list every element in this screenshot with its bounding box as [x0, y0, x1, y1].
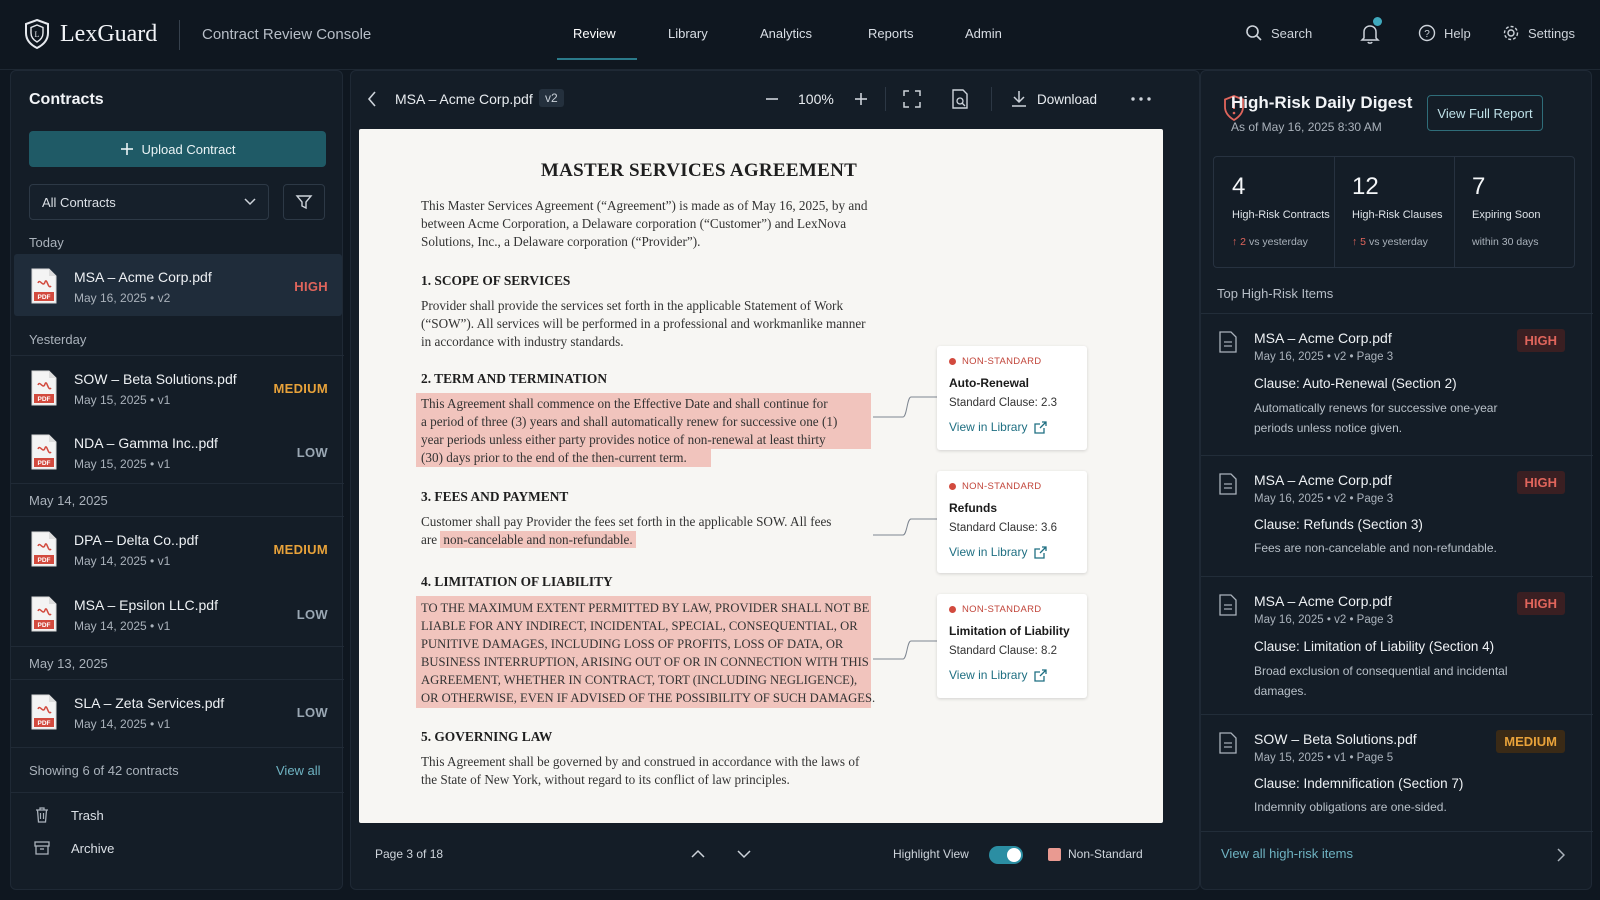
contract-item[interactable] [14, 356, 342, 418]
view-full-report-button[interactable]: View Full Report [1427, 95, 1543, 131]
callout-title: Refunds [949, 501, 997, 515]
item-clause: Clause: Auto-Renewal (Section 2) [1254, 376, 1457, 391]
file-name: MSA – Acme Corp.pdf [395, 91, 533, 107]
legend-label: Non-Standard [1068, 847, 1143, 861]
document-title: MASTER SERVICES AGREEMENT [540, 160, 858, 181]
chevron-right-icon [1557, 848, 1565, 862]
risk-badge: HIGH [1517, 592, 1566, 615]
item-meta: May 16, 2025 • v2 • Page 3 [1254, 614, 1394, 626]
contract-meta: May 16, 2025 • v2 [74, 291, 171, 305]
view-all-high-risk-link[interactable] [1217, 844, 1577, 866]
digest-title: High-Risk Daily Digest [1231, 93, 1413, 112]
stat-delta: ↑ 2 vs yesterday [1232, 236, 1308, 248]
contract-item[interactable] [14, 420, 342, 482]
document-viewer [350, 70, 1200, 890]
highlight-view-label: Highlight View [893, 847, 969, 861]
page-indicator: Page 3 of 18 [375, 847, 444, 861]
stat-label: Expiring Soon [1472, 209, 1541, 221]
viewer-toolbar [351, 71, 1201, 127]
download-label: Download [1037, 91, 1098, 107]
standard-clause: Standard Clause: 3.6 [949, 522, 1058, 534]
pdf-file-icon [29, 694, 59, 730]
contract-meta: May 14, 2025 • v1 [74, 717, 171, 731]
help-label: Help [1444, 25, 1471, 41]
document-icon [1219, 732, 1237, 754]
item-meta: May 15, 2025 • v1 • Page 5 [1254, 752, 1394, 764]
svg-text:PDF: PDF [37, 557, 51, 564]
toolbar-divider [885, 87, 886, 111]
nav-admin[interactable]: Admin [965, 26, 1002, 41]
contract-name: SLA – Zeta Services.pdf [74, 695, 225, 711]
chevron-down-icon [244, 198, 256, 206]
nav-library[interactable]: Library [668, 26, 708, 41]
toolbar-divider [991, 87, 992, 111]
contracts-sidebar [10, 70, 343, 890]
archive-label: Archive [71, 840, 115, 856]
section-body: This Agreement shall be governed by and construed in accordance with the laws of the State of New York, without regard to its conflict of law principles. [421, 754, 860, 787]
group-label-today: Today [29, 235, 64, 250]
risk-badge: HIGH [1517, 329, 1566, 352]
section-label: Top High-Risk Items [1217, 286, 1334, 301]
group-label-may14: May 14, 2025 [29, 493, 108, 508]
document-icon [1219, 594, 1237, 616]
divider [11, 646, 344, 647]
trash-label: Trash [71, 807, 104, 823]
toggle-knob [1007, 848, 1021, 862]
nav-analytics[interactable]: Analytics [760, 26, 813, 41]
contract-item[interactable] [14, 254, 342, 316]
contract-name: DPA – Delta Co..pdf [74, 532, 199, 548]
stat-delta: within 30 days [1472, 236, 1539, 248]
stat-delta: ↑ 5 vs yesterday [1352, 236, 1428, 248]
highlighted-clause: TO THE MAXIMUM EXTENT PERMITTED BY LAW, PROVIDER SHALL NOT BE LIABLE FOR ANY INDIRECT, INCIDENTAL, SPECIAL, CONSEQUENTIAL, OR PUNITIVE DAMAGES, INCLUDING LOSS OF PROFITS, LOSS OF DATA, OR BUSINESS INTERRUPTION, ARISING OUT OF OR IN CONNECTION WITH THIS AGREEMENT, WHETHER IN CONTRACT, TORT (INCLUDING NEGLIGENCE), OR OTHERWISE, EVEN IF ADVISED OF THE POSSIBILITY OF SUCH DAMAGES. [421, 601, 876, 705]
section-body: Customer shall pay Provider the fees set forth in the applicable SOW. All fees are non-cancelable and non-refundable. [421, 514, 832, 547]
risk-label: LOW [296, 445, 328, 460]
divider [11, 792, 344, 793]
callout-connector [871, 633, 941, 663]
item-file-name: SOW – Beta Solutions.pdf [1254, 731, 1417, 747]
search-icon [1245, 24, 1263, 42]
previous-page-button[interactable] [691, 849, 705, 859]
brand[interactable] [24, 19, 157, 49]
svg-text:PDF: PDF [37, 460, 51, 467]
bell-icon [1360, 23, 1380, 45]
stat-card [1214, 157, 1334, 267]
risk-label: MEDIUM [273, 381, 328, 396]
download-icon [1011, 90, 1027, 108]
highlight-view-toggle[interactable] [989, 846, 1023, 864]
notification-dot [1373, 17, 1382, 26]
svg-text:PDF: PDF [37, 720, 51, 727]
callout-card [937, 346, 1087, 450]
item-file-name: MSA – Acme Corp.pdf [1254, 593, 1392, 609]
brand-name: LexGuard [60, 20, 158, 47]
high-risk-item[interactable] [1201, 455, 1593, 576]
nav-active-underline [557, 58, 637, 60]
risk-label: LOW [296, 705, 328, 720]
callout-connector [871, 513, 941, 543]
fullscreen-button[interactable] [903, 90, 921, 108]
zoom-out-button[interactable] [764, 91, 780, 107]
status-dot [949, 358, 956, 365]
item-description: Automatically renews for successive one-year periods unless notice given. [1254, 401, 1498, 435]
pdf-file-icon [29, 434, 59, 470]
item-clause: Clause: Refunds (Section 3) [1254, 517, 1423, 532]
divider [11, 747, 344, 748]
version-chip: v2 [539, 89, 564, 107]
high-risk-item[interactable] [1201, 313, 1593, 455]
showing-count: Showing 6 of 42 contracts [29, 763, 179, 778]
archive-icon [33, 839, 51, 857]
section-heading: 3. FEES AND PAYMENT [421, 489, 569, 504]
view-in-library-link[interactable]: View in Library [949, 668, 1075, 682]
help-icon [1418, 24, 1436, 42]
high-risk-digest-panel [1200, 70, 1592, 890]
search-label: Search [1271, 25, 1313, 41]
item-description: Fees are non-cancelable and non-refundable. [1254, 541, 1497, 555]
high-risk-item[interactable] [1201, 714, 1593, 829]
sidebar-title: Contracts [29, 91, 104, 108]
section-heading: 1. SCOPE OF SERVICES [421, 273, 571, 288]
settings-label: Settings [1528, 25, 1575, 41]
download-button[interactable] [1011, 90, 1097, 108]
item-clause: Clause: Limitation of Liability (Section 4) [1254, 639, 1495, 654]
gear-icon [1502, 24, 1520, 42]
contract-meta: May 14, 2025 • v1 [74, 619, 171, 633]
archive-link[interactable] [33, 839, 114, 857]
item-file-name: MSA – Acme Corp.pdf [1254, 472, 1392, 488]
callout-card [937, 594, 1087, 698]
view-in-library-link[interactable]: View in Library [949, 545, 1075, 559]
pdf-file-icon [29, 531, 59, 567]
non-standard-tag: NON-STANDARD [949, 356, 1075, 367]
contract-meta: May 15, 2025 • v1 [74, 393, 171, 407]
risk-badge: HIGH [1517, 471, 1566, 494]
svg-text:PDF: PDF [37, 294, 51, 301]
contract-filter-value: All Contracts [42, 194, 116, 210]
svg-text:L: L [34, 30, 40, 39]
document-icon [1219, 331, 1237, 353]
section-body: Provider shall provide the services set forth in the applicable Statement of Work (“SOW”). All services will be performed in a professional and workmanlike manner in accordance with industry standards. [421, 298, 866, 349]
nav-reports[interactable]: Reports [868, 26, 914, 41]
zoom-level: 100% [798, 91, 834, 107]
status-dot [949, 483, 956, 490]
callout-title: Auto-Renewal [949, 376, 1030, 390]
view-in-library-link[interactable]: View in Library [949, 420, 1075, 434]
help-button[interactable] [1418, 24, 1471, 42]
non-standard-tag: NON-STANDARD [949, 604, 1075, 615]
back-button[interactable] [367, 91, 377, 107]
viewer-footer [351, 831, 1201, 879]
risk-label: HIGH [294, 279, 328, 294]
section-heading: 2. TERM AND TERMINATION [421, 371, 608, 386]
intro-paragraph: This Master Services Agreement (“Agreement”) is made as of May 16, 2025, by and between Acme Corporation, a Delaware corporation (“Customer”) and LexNova Solutions, Inc., a Delaware corporation (“Provider”). [421, 198, 868, 249]
stat-card [1454, 157, 1574, 267]
contract-item[interactable] [14, 582, 342, 644]
contract-item[interactable] [14, 517, 342, 579]
non-standard-swatch [1048, 848, 1061, 861]
document-page [359, 129, 1163, 823]
divider [11, 483, 344, 484]
stat-value: 7 [1472, 173, 1486, 200]
top-bar [0, 0, 1600, 70]
contract-name: MSA – Acme Corp.pdf [74, 269, 212, 285]
view-all-high-risk-label: View all high-risk items [1221, 846, 1353, 861]
group-label-may13: May 13, 2025 [29, 656, 108, 671]
contract-meta: May 14, 2025 • v1 [74, 554, 171, 568]
zoom-in-button[interactable] [853, 91, 869, 107]
digest-timestamp: As of May 16, 2025 8:30 AM [1231, 120, 1382, 134]
section-heading: 5. GOVERNING LAW [421, 729, 553, 744]
upload-contract-label: Upload Contract [141, 141, 236, 157]
callout-title: Limitation of Liability [949, 624, 1070, 638]
more-options-icon[interactable] [1131, 97, 1151, 101]
divider [1201, 831, 1593, 832]
group-label-yesterday: Yesterday [29, 332, 87, 347]
search-button[interactable] [1245, 24, 1312, 42]
plus-icon [120, 142, 134, 156]
non-standard-tag: NON-STANDARD [949, 481, 1075, 492]
pdf-file-icon [29, 370, 59, 406]
risk-label: MEDIUM [273, 542, 328, 557]
contract-item[interactable] [14, 680, 342, 742]
item-file-name: MSA – Acme Corp.pdf [1254, 330, 1392, 346]
callout-connector [871, 391, 941, 421]
pdf-file-icon [29, 268, 59, 304]
brand-divider [179, 20, 180, 50]
view-all-contracts-link[interactable]: View all [276, 763, 321, 778]
section-heading: 4. LIMITATION OF LIABILITY [421, 574, 613, 589]
stat-label: High-Risk Contracts [1232, 209, 1330, 221]
status-dot [949, 606, 956, 613]
document-icon [1219, 473, 1237, 495]
risk-label: LOW [296, 607, 328, 622]
external-link-icon [1034, 546, 1047, 559]
svg-text:PDF: PDF [37, 396, 51, 403]
notifications-button[interactable] [1360, 23, 1380, 45]
contract-name: NDA – Gamma Inc..pdf [74, 435, 218, 451]
standard-clause: Standard Clause: 2.3 [949, 397, 1058, 409]
next-page-button[interactable] [737, 849, 751, 859]
stat-value: 12 [1352, 173, 1379, 200]
pdf-file-icon [29, 596, 59, 632]
contract-name: SOW – Beta Solutions.pdf [74, 371, 237, 387]
item-description: Broad exclusion of consequential and incidental damages. [1254, 664, 1508, 698]
contract-name: MSA – Epsilon LLC.pdf [74, 597, 218, 613]
risk-badge: MEDIUM [1496, 730, 1565, 753]
highlighted-clause: This Agreement shall commence on the Effective Date and shall continue for a period of three (3) years and shall automatically renew for successive one (1) year periods unless either party provides notice of non-renewal at least thirty (30) days prior to the end of the then-current term. [421, 396, 838, 465]
filter-icon [295, 193, 313, 211]
item-meta: May 16, 2025 • v2 • Page 3 [1254, 351, 1394, 363]
svg-text:?: ? [1424, 29, 1430, 40]
contract-meta: May 15, 2025 • v1 [74, 457, 171, 471]
contract-filter-select[interactable] [29, 184, 269, 220]
app-subtitle: Contract Review Console [202, 26, 372, 43]
upload-contract-button[interactable] [29, 131, 326, 167]
stat-label: High-Risk Clauses [1352, 209, 1443, 221]
digest-stats [1213, 156, 1575, 268]
item-clause: Clause: Indemnification (Section 7) [1254, 776, 1464, 791]
item-description: Indemnity obligations are one-sided. [1254, 800, 1447, 814]
external-link-icon [1034, 421, 1047, 434]
callout-card [937, 471, 1087, 573]
filter-button[interactable] [283, 184, 325, 220]
shield-logo-icon [24, 19, 50, 49]
highlighted-phrase: non-cancelable and non-refundable. [440, 531, 635, 548]
high-risk-item[interactable] [1201, 576, 1593, 714]
item-meta: May 16, 2025 • v2 • Page 3 [1254, 493, 1394, 505]
nav-review[interactable]: Review [573, 26, 616, 41]
trash-link[interactable] [33, 806, 104, 824]
external-link-icon [1034, 669, 1047, 682]
svg-text:PDF: PDF [37, 622, 51, 629]
stat-card [1334, 157, 1454, 267]
settings-button[interactable] [1502, 24, 1575, 42]
stat-value: 4 [1232, 173, 1246, 200]
standard-clause: Standard Clause: 8.2 [949, 645, 1058, 657]
compare-document-icon[interactable] [951, 89, 969, 109]
trash-icon [33, 806, 51, 824]
